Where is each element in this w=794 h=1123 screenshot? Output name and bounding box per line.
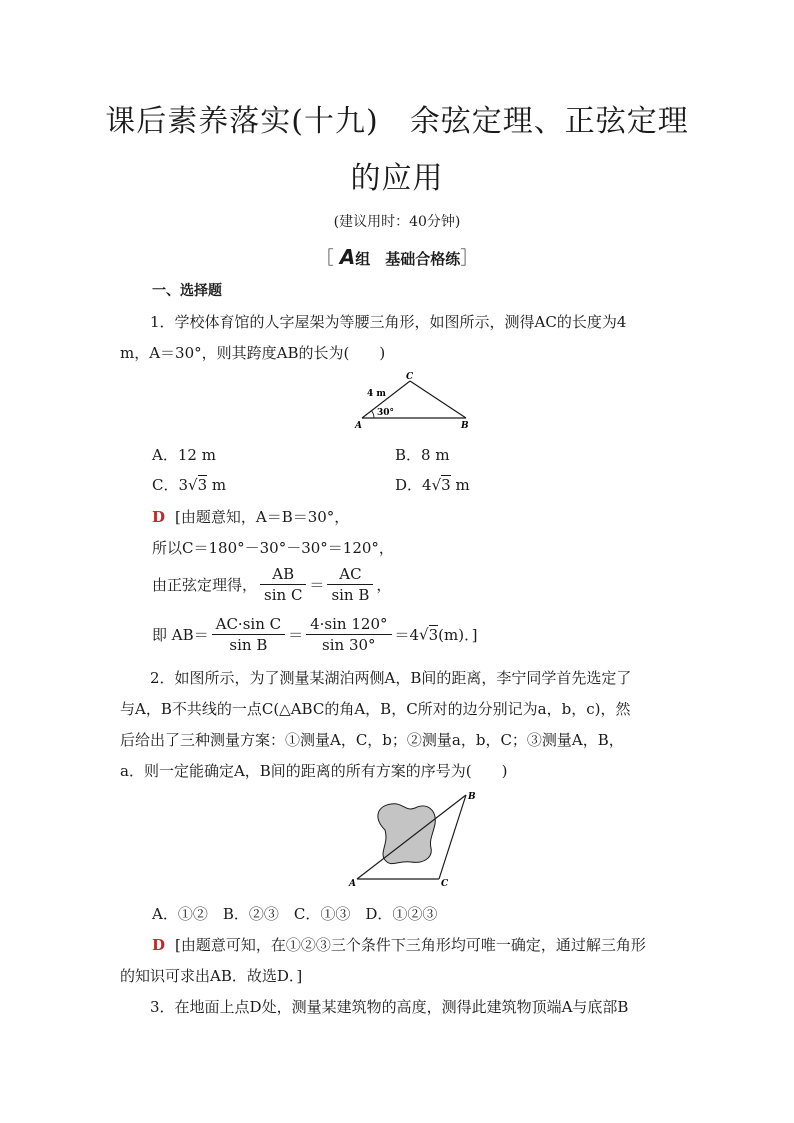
q1-answer-result-suffix: (m)．] bbox=[438, 626, 478, 644]
q3-stem-line1: 3．在地面上点D处，测量某建筑物的高度，测得此建筑物顶端A与底部B bbox=[150, 998, 629, 1016]
q1-answer-text1: [由题意知，A＝B＝30°， bbox=[175, 508, 350, 526]
q1-option-d bbox=[395, 474, 470, 495]
q1-label-angle: 30° bbox=[377, 408, 395, 418]
group-label: 组 基础合格练 bbox=[355, 250, 461, 268]
q2-stem-line4: a．则一定能确定A，B间的距离的所有方案的序号为( ) bbox=[120, 762, 508, 780]
q1-answer-line2: 所以C＝180°－30°－30°＝120°， bbox=[152, 539, 394, 557]
page-title-continued: 的应用 bbox=[350, 161, 444, 196]
group-bracket-open: ［ bbox=[315, 248, 334, 269]
q2-answer-letter: D bbox=[152, 936, 166, 954]
q1-option-c-prefix: C．3 bbox=[152, 476, 189, 494]
q1-option-d-radicand: 3 bbox=[441, 476, 451, 494]
radical-sign: √ bbox=[188, 476, 198, 494]
q1-answer-result-prefix: ＝4 bbox=[394, 626, 420, 644]
fraction-numerator: AC bbox=[327, 565, 373, 585]
group-letter: A bbox=[339, 245, 356, 269]
q1-fraction-4sin120-sin30 bbox=[306, 615, 391, 654]
q1-side-cb bbox=[410, 381, 466, 418]
q2-stem-line3: 后给出了三种测量方案：①测量A，C，b；②测量a，b，C；③测量A，B， bbox=[120, 731, 624, 749]
suggested-time: (建议用时：40分钟) bbox=[333, 214, 461, 230]
q1-fraction-ac-sinb bbox=[327, 565, 373, 604]
q2-stem-line2: 与A，B不共线的一点C(△ABC的角A，B，C所对的边分别记为a，b，c)，然 bbox=[120, 700, 631, 718]
group-heading bbox=[0, 244, 794, 270]
fraction-numerator: AC·sin C bbox=[212, 615, 285, 635]
q1-answer-line4-prefix: 即 AB＝ bbox=[152, 626, 209, 644]
q1-option-c-unit: m bbox=[207, 476, 227, 494]
q1-option-d-unit: m bbox=[450, 476, 470, 494]
q1-option-d-prefix: D．4 bbox=[395, 476, 432, 494]
q1-option-c-radicand: 3 bbox=[197, 476, 208, 494]
fraction-denominator: sin B bbox=[331, 586, 370, 604]
equals-sign: ＝ bbox=[288, 626, 304, 644]
equals-sign: ＝ bbox=[309, 576, 325, 594]
fraction-denominator: sin B bbox=[229, 636, 268, 654]
q1-fraction-ab-sinc bbox=[260, 565, 306, 604]
q1-answer-letter: D bbox=[152, 508, 166, 526]
q1-label-a: A bbox=[355, 421, 362, 431]
q1-stem-line1: 1．学校体育馆的人字屋架为等腰三角形，如图所示，测得AC的长度为4 bbox=[150, 313, 627, 331]
q1-option-a: A．12 m bbox=[152, 446, 216, 464]
q2-label-b: B bbox=[468, 792, 476, 802]
q1-angle-arc bbox=[372, 411, 375, 418]
q1-answer-line3-prefix: 由正弦定理得， bbox=[152, 576, 258, 594]
q2-label-c: C bbox=[441, 879, 449, 889]
q1-label-c: C bbox=[406, 372, 414, 382]
q2-lake-figure bbox=[345, 788, 480, 890]
comma: ， bbox=[376, 576, 392, 594]
q1-answer-line3 bbox=[152, 565, 391, 604]
page-title: 课后素养落实(十九) 余弦定理、正弦定理 bbox=[105, 104, 689, 139]
q1-fraction-acsinc-sinb bbox=[212, 615, 285, 654]
q2-lake-shape bbox=[378, 804, 435, 864]
q1-option-b: B．8 m bbox=[395, 446, 450, 464]
q2-options: A．①② B．②③ C．①③ D．①②③ bbox=[152, 905, 438, 923]
q1-answer-line1 bbox=[152, 506, 349, 527]
q2-stem-line1: 2．如图所示，为了测量某湖泊两侧A，B间的距离，李宁同学首先选定了 bbox=[150, 669, 632, 687]
section-heading: 一、选择题 bbox=[152, 283, 222, 299]
q2-label-a: A bbox=[349, 879, 356, 889]
fraction-numerator: AB bbox=[260, 565, 306, 585]
radical-sign: √ bbox=[419, 625, 429, 644]
q1-stem-line2: m，A＝30°，则其跨度AB的长为( ) bbox=[120, 344, 386, 362]
q2-answer-line1 bbox=[152, 934, 646, 955]
q2-answer-line2: 的知识可求出AB．故选D．] bbox=[120, 967, 303, 985]
q1-answer-radicand: 3 bbox=[428, 625, 439, 644]
q1-option-c bbox=[152, 474, 226, 495]
q1-triangle-figure bbox=[352, 370, 478, 432]
fraction-denominator: sin 30° bbox=[322, 636, 376, 654]
radical-sign: √ bbox=[431, 476, 442, 494]
q1-answer-line4 bbox=[152, 615, 477, 654]
q2-side-cb bbox=[439, 795, 466, 879]
q1-label-b: B bbox=[461, 421, 469, 431]
fraction-numerator: 4·sin 120° bbox=[306, 615, 391, 635]
q2-side-ab bbox=[357, 795, 466, 879]
q2-answer-text1: [由题意可知，在①②③三个条件下三角形均可唯一确定，通过解三角形 bbox=[175, 936, 646, 954]
group-bracket-close: ］ bbox=[460, 248, 479, 269]
q1-label-side: 4 m bbox=[367, 389, 386, 399]
fraction-denominator: sin C bbox=[264, 586, 303, 604]
